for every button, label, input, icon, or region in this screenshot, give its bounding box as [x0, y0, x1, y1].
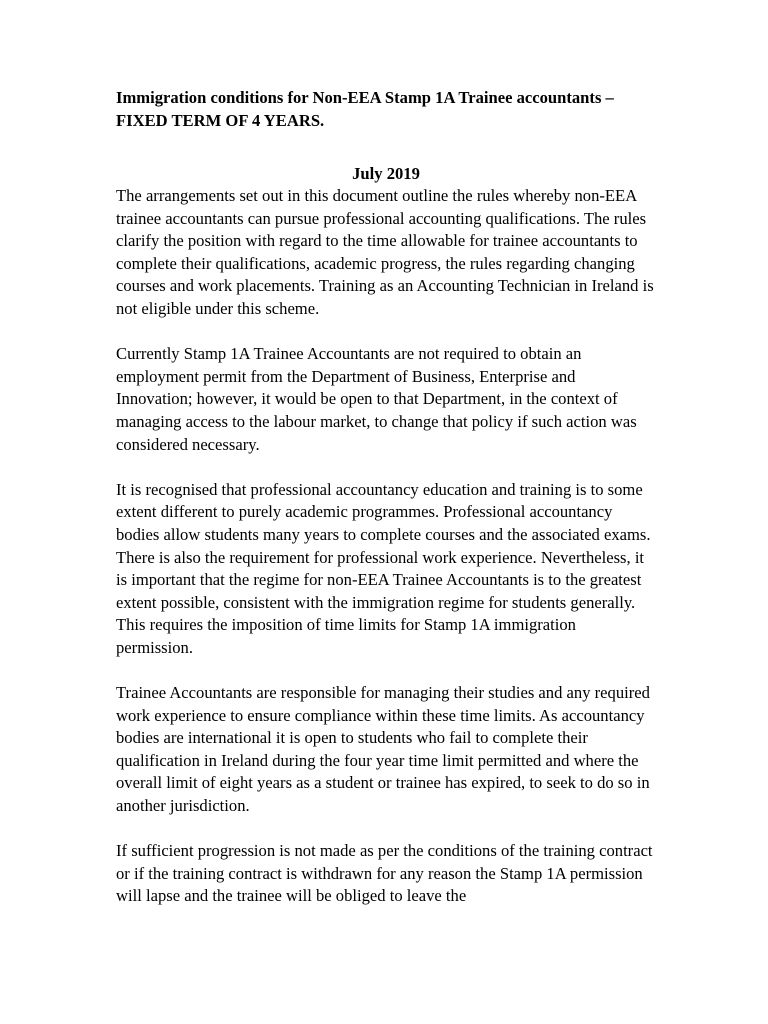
- paragraph-responsibilities: Trainee Accountants are responsible for managing their studies and any required work experience to ensure compliance within these time limits. As accountancy bodies are international it is open to students who fail to complete their qualification in Ireland during the four year time limit permitted and where the overall limit of eight years as a student or trainee has expired, to seek to do so in another jurisdiction.: [116, 683, 650, 816]
- paragraph-employment-permit: Currently Stamp 1A Trainee Accountants are not required to obtain an employment permit from the Department of Business, Enterprise and Innovation; however, it would be open to that Department, in the context of managing access to the labour market, to change that policy if such action was considered necessary.: [116, 344, 637, 454]
- paragraph-progression: If sufficient progression is not made as per the conditions of the training contract or if the training contract is withdrawn for any reason the Stamp 1A permission will lapse and the trainee will be obliged to leave the: [116, 841, 653, 906]
- paragraph-time-limits: It is recognised that professional accountancy education and training is to some extent different to purely academic programmes. Professional accountancy bodies allow students many years to complete courses and the associated exams. There is also the requirement for professional work experience. Nevertheless, it is important that the regime for non-EEA Trainee Accountants is to the greatest extent possible, consistent with the immigration regime for students generally. This requires the imposition of time limits for Stamp 1A immigration permission.: [116, 479, 651, 657]
- paragraph-arrangements: The arrangements set out in this document outline the rules whereby non-EEA trainee accountants can pursue professional accounting qualifications. The rules clarify the position with regard to the time allowable for trainee accountants to complete their qualifications, academic progress, the rules regarding changing courses and work placements. Training as an Accounting Technician in Ireland is not eligible under this scheme.: [116, 186, 654, 318]
- document-date: July 2019: [352, 164, 420, 183]
- document-page: [116, 86, 656, 931]
- document-title: Immigration conditions for Non-EEA Stamp 1A Trainee accountants – FIXED TERM OF 4 YEARS.: [116, 88, 614, 130]
